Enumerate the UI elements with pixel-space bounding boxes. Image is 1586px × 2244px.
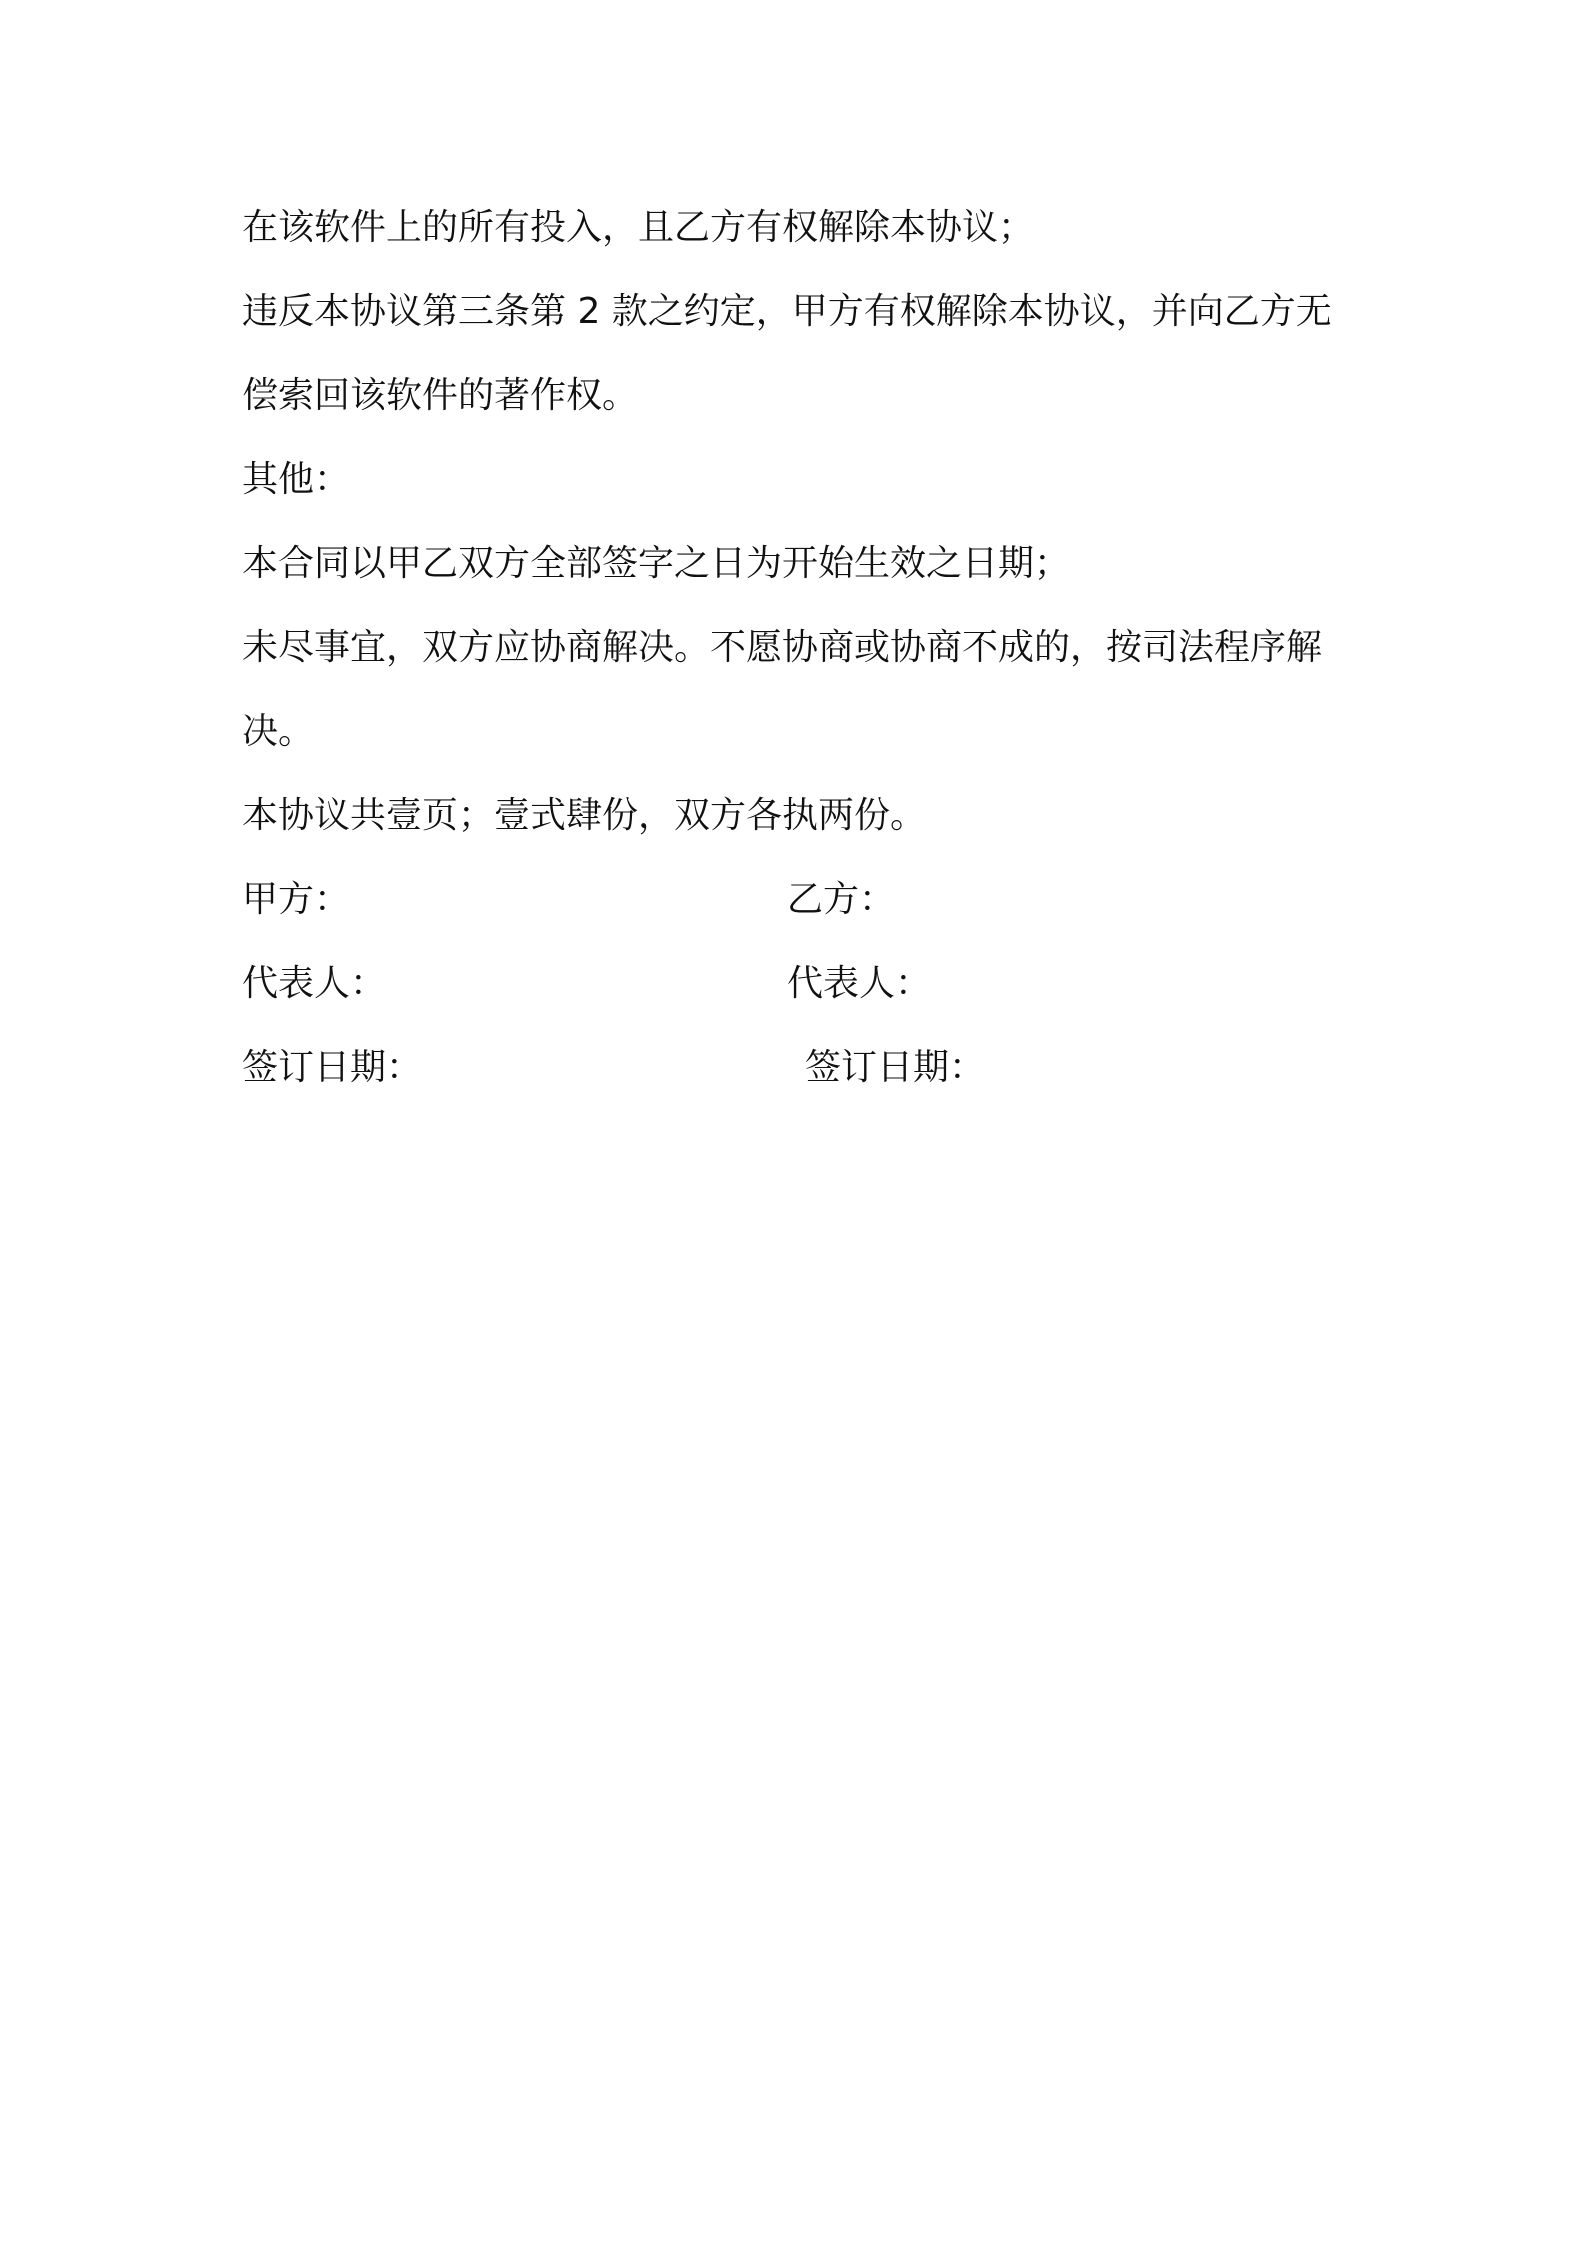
representative-b-label: 代表人： — [787, 963, 932, 1004]
body-line-5: 本合同以甲乙双方全部签字之日为开始生效之日期； — [242, 543, 1071, 584]
signing-date-b-label: 签订日期： — [805, 1047, 986, 1088]
signing-date-a-label: 签订日期： — [242, 1047, 423, 1088]
party-a-label: 甲方： — [242, 879, 351, 920]
body-line-3: 偿索回该软件的著作权。 — [242, 375, 639, 416]
party-b-label: 乙方： — [787, 879, 896, 920]
representative-a-label: 代表人： — [242, 963, 387, 1004]
body-line-7: 决。 — [242, 711, 315, 752]
body-line-6: 未尽事宜，双方应协商解决。不愿协商或协商不成的，按司法程序解 — [242, 627, 1323, 668]
section-heading-other: 其他： — [242, 459, 351, 500]
body-line-8: 本协议共壹页；壹式肆份，双方各执两份。 — [242, 795, 927, 836]
body-line-1: 在该软件上的所有投入，且乙方有权解除本协议； — [242, 207, 1035, 248]
body-line-2: 违反本协议第三条第 2 款之约定，甲方有权解除本协议，并向乙方无 — [242, 291, 1332, 332]
